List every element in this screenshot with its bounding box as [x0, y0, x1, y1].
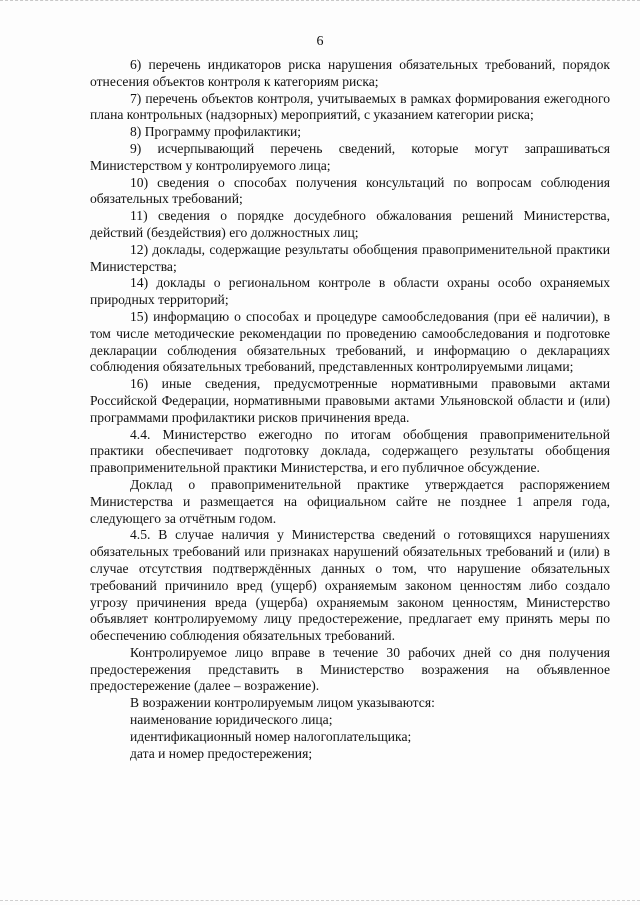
paragraph-item-15: 15) информацию о способах и процедуре самообследования (при её наличии), в том числе методические рекомендации по проведению самообследования и подготовке декларации соблюдения обязательных требований, и информацию о декларациях соблюдения обязательных требований, представленных контролируемыми лицами;	[90, 308, 610, 375]
scan-bottom-edge	[0, 899, 640, 901]
paragraph-objection-item-date: дата и номер предостережения;	[130, 745, 313, 761]
paragraph-objection-item-name: наименование юридического лица;	[130, 712, 333, 728]
paragraph-report-approval: Доклад о правоприменительной практике утверждается распоряжением Министерства и размещается на официальном сайте не позднее 1 апреля года, следующего за отчётным годом.	[90, 476, 610, 526]
paragraph-objection-item-inn: идентификационный номер налогоплательщика;	[130, 728, 412, 744]
paragraph-item-8: 8) Программу профилактики;	[130, 124, 302, 140]
paragraph-item-16: 16) иные сведения, предусмотренные нормативными правовыми актами Российской Федерации, нормативными правовыми актами Ульяновской области и (или) программами профилактики рисков причинения вреда.	[90, 376, 610, 425]
paragraph-section-4-5: 4.5. В случае наличия у Министерства сведений о готовящихся нарушениях обязательных требований или признаках нарушений обязательных требований и (или) в случае отсутствия подтверждённых данных о том, что нарушение обязательных требований причинило вред (ущерб) охраняемым законом ценностям либо создало угрозу причинения вреда (ущерба) охраняемым законом ценностям, Министерство объявляет контролируемому лицу предостережение, предлагает ему принять меры по обеспечению соблюдения обязательных требований.	[90, 527, 610, 644]
paragraph-item-10: 10) сведения о способах получения консультаций по вопросам соблюдения обязательных требований;	[90, 174, 610, 207]
paragraph-objection-right: Контролируемое лицо вправе в течение 30 рабочих дней со дня получения предостережения представить в Министерство возражения на объявленное предостережение (далее – возражение).	[90, 644, 610, 694]
document-body	[90, 57, 610, 762]
paragraph-item-6: 6) перечень индикаторов риска нарушения обязательных требований, порядок отнесения объектов контроля к категориям риска;	[90, 57, 610, 89]
paragraph-item-9: 9) исчерпывающий перечень сведений, которые могут запрашиваться Министерством у контролируемого лица;	[90, 140, 610, 173]
page-number: 6	[316, 34, 324, 49]
paragraph-item-11: 11) сведения о порядке досудебного обжалования решений Министерства, действий (бездействия) его должностных лиц;	[90, 208, 610, 240]
paragraph-item-14: 14) доклады о региональном контроле в области охраны особо охраняемых природных территорий;	[90, 275, 610, 308]
paragraph-section-4-4: 4.4. Министерство ежегодно по итогам обобщения правоприменительной практики обеспечивает подготовку доклада, содержащего результаты обобщения правоприменительной практики Министерства, и его публичное обсуждение.	[90, 426, 610, 476]
paragraph-objection-contents-intro: В возражении контролируемым лицом указываются:	[130, 695, 435, 711]
paragraph-item-7: 7) перечень объектов контроля, учитываемых в рамках формирования ежегодного плана контрольных (надзорных) мероприятий, с указанием категории риска;	[90, 90, 610, 123]
scan-top-edge	[0, 0, 640, 6]
paragraph-item-12: 12) доклады, содержащие результаты обобщения правоприменительной практики Министерства;	[90, 241, 610, 274]
